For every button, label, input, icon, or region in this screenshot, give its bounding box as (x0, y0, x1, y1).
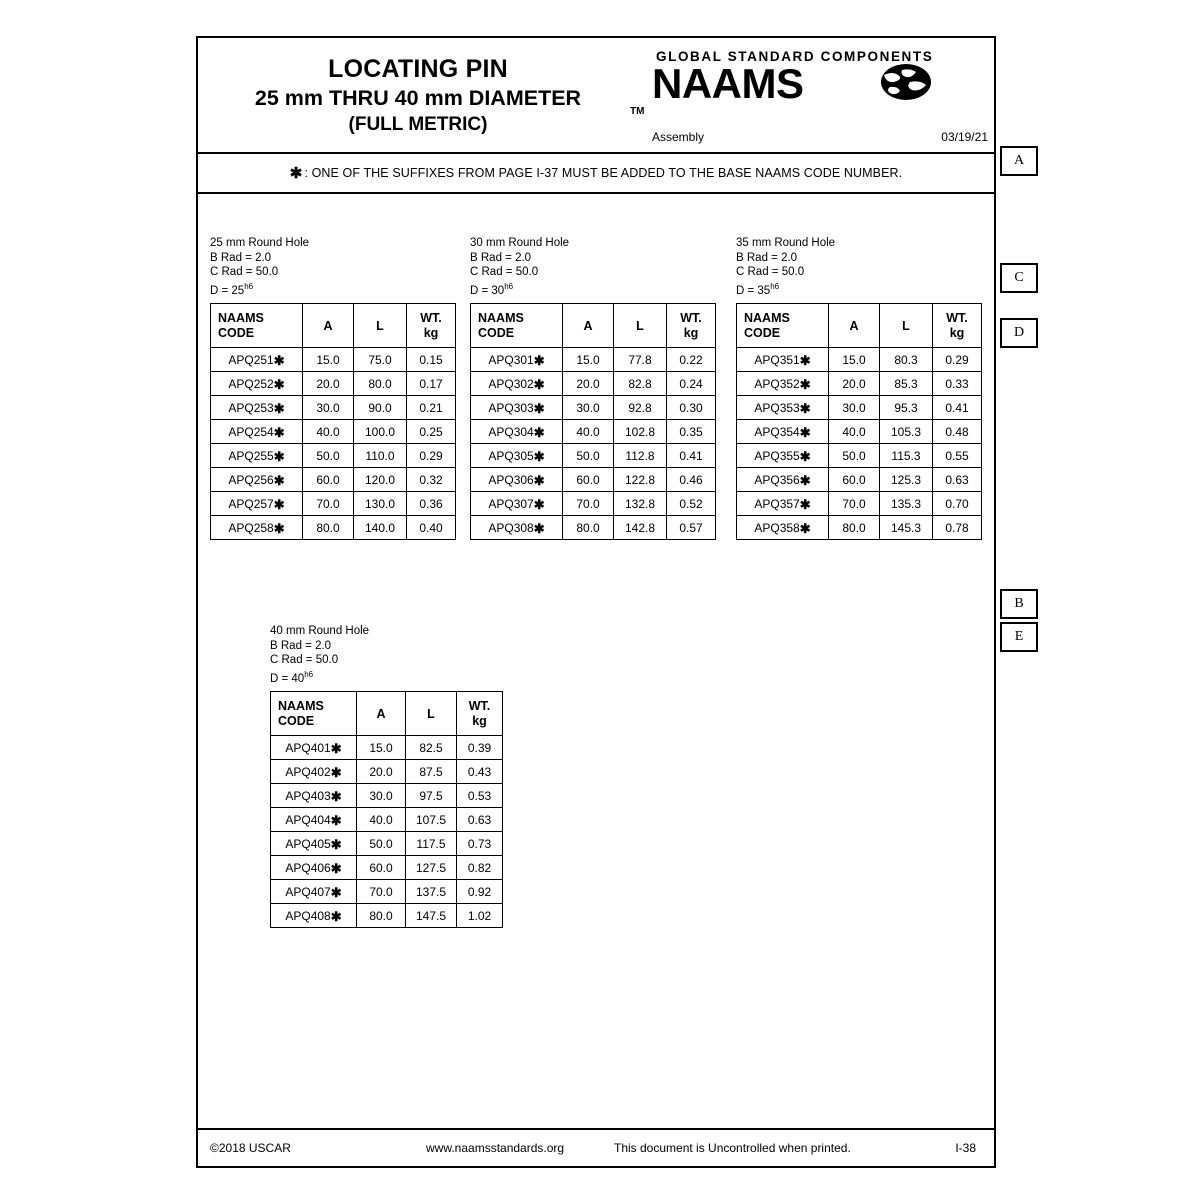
cell-a: 60.0 (563, 468, 614, 492)
table-row (211, 348, 456, 372)
cell-code: APQ358 (754, 520, 800, 535)
index-tab-b[interactable]: B (1000, 589, 1038, 619)
cell-code: APQ406 (285, 860, 331, 875)
page-title-line3: (FULL METRIC) (348, 114, 488, 135)
table-body (737, 348, 982, 540)
table-row (271, 736, 503, 760)
suffix-note (198, 154, 994, 194)
cell-l: 85.3 (880, 372, 933, 396)
table-header-row (271, 692, 503, 736)
cell-code: APQ408 (285, 908, 331, 923)
index-tab-a[interactable]: A (1000, 146, 1038, 176)
asterisk-icon: ✱ (273, 424, 285, 440)
cell-a: 40.0 (303, 420, 354, 444)
group-heading-line2: B Rad = 2.0 (270, 639, 332, 652)
cell-l: 90.0 (354, 396, 407, 420)
table-row (737, 516, 982, 540)
cell-a: 50.0 (303, 444, 354, 468)
table-row (471, 444, 716, 468)
asterisk-icon: ✱ (533, 520, 545, 536)
asterisk-icon: ✱ (330, 812, 342, 828)
brand-wordmark: NAAMS (652, 60, 804, 107)
asterisk-icon: ✱ (799, 520, 811, 536)
cell-wt: 0.36 (407, 492, 456, 516)
assembly-meta (652, 130, 988, 144)
table-row (271, 760, 503, 784)
cell-wt: 0.32 (407, 468, 456, 492)
cell-l: 147.5 (406, 904, 457, 928)
table-row (471, 516, 716, 540)
cell-a: 50.0 (357, 832, 406, 856)
cell-a: 15.0 (303, 348, 354, 372)
table-row (271, 832, 503, 856)
cell-a: 80.0 (829, 516, 880, 540)
cell-wt: 0.82 (457, 856, 503, 880)
col-header-code: NAAMS CODE (737, 304, 829, 348)
cell-a: 70.0 (563, 492, 614, 516)
asterisk-icon: ✱ (533, 376, 545, 392)
cell-code: APQ307 (488, 496, 534, 511)
cell-code: APQ257 (228, 496, 274, 511)
page-title-line2: 25 mm THRU 40 mm DIAMETER (254, 86, 582, 110)
cell-a: 40.0 (357, 808, 406, 832)
col-header-l: L (880, 304, 933, 348)
cell-a: 60.0 (829, 468, 880, 492)
asterisk-icon: ✱ (330, 884, 342, 900)
table-row (211, 372, 456, 396)
table-row (271, 808, 503, 832)
cell-a: 30.0 (357, 784, 406, 808)
cell-wt: 0.24 (667, 372, 716, 396)
asterisk-icon: ✱ (330, 788, 342, 804)
cell-code: APQ357 (754, 496, 800, 511)
footer-url[interactable]: www.naamsstandards.org (426, 1141, 565, 1155)
col-header-a: A (563, 304, 614, 348)
cell-a: 80.0 (563, 516, 614, 540)
cell-code: APQ407 (285, 884, 331, 899)
cell-a: 15.0 (829, 348, 880, 372)
cell-wt: 0.29 (407, 444, 456, 468)
table-row (271, 880, 503, 904)
cell-l: 140.0 (354, 516, 407, 540)
table-row (471, 492, 716, 516)
table-row (737, 420, 982, 444)
asterisk-icon: ✱ (533, 352, 545, 368)
table-row (271, 856, 503, 880)
group-heading-line4: $D = 30^{h6}$ (470, 281, 514, 297)
group-heading-line4: $D = 35^{h6}$ (736, 281, 780, 297)
cell-l: 137.5 (406, 880, 457, 904)
cell-code: APQ308 (488, 520, 534, 535)
asterisk-icon: ✱ (799, 376, 811, 392)
cell-wt: 0.25 (407, 420, 456, 444)
cell-l: 107.5 (406, 808, 457, 832)
asterisk-icon: ✱ (273, 400, 285, 416)
cell-wt: 0.41 (933, 396, 982, 420)
cell-a: 70.0 (829, 492, 880, 516)
table-row (471, 468, 716, 492)
cell-wt: 0.40 (407, 516, 456, 540)
cell-a: 15.0 (357, 736, 406, 760)
table-header-row (471, 304, 716, 348)
cell-a: 20.0 (303, 372, 354, 396)
cell-l: 97.5 (406, 784, 457, 808)
title-block (198, 38, 994, 154)
col-header-a: A (357, 692, 406, 736)
asterisk-icon: ✱ (273, 448, 285, 464)
table-row (471, 348, 716, 372)
cell-l: 120.0 (354, 468, 407, 492)
cell-code: APQ351 (754, 352, 800, 367)
cell-l: 75.0 (354, 348, 407, 372)
cell-wt: 0.30 (667, 396, 716, 420)
group-heading (210, 236, 456, 298)
cell-l: 82.8 (614, 372, 667, 396)
group-heading-line4: $D = 25^{h6}$ (210, 281, 254, 297)
cell-code: APQ405 (285, 836, 331, 851)
cell-code: APQ354 (754, 424, 800, 439)
brand-row (650, 60, 994, 111)
group-heading-line4: $D = 40^{h6}$ (270, 669, 314, 685)
asterisk-icon: ✱ (533, 424, 545, 440)
table-group-25mm (210, 236, 456, 540)
col-header-code: NAAMS CODE (271, 692, 357, 736)
cell-l: 132.8 (614, 492, 667, 516)
cell-l: 115.3 (880, 444, 933, 468)
asterisk-icon: ✱ (799, 400, 811, 416)
table-row (737, 396, 982, 420)
cell-code: APQ401 (285, 740, 331, 755)
cell-code: APQ302 (488, 376, 534, 391)
cell-wt: 0.52 (667, 492, 716, 516)
cell-wt: 0.33 (933, 372, 982, 396)
cell-l: 92.8 (614, 396, 667, 420)
asterisk-icon: ✱ (330, 836, 342, 852)
table-group-35mm (736, 236, 982, 540)
cell-a: 80.0 (357, 904, 406, 928)
asterisk-icon: ✱ (330, 740, 342, 756)
cell-l: 145.3 (880, 516, 933, 540)
col-header-a: A (829, 304, 880, 348)
col-header-wt: WT. kg (457, 692, 503, 736)
cell-wt: 0.15 (407, 348, 456, 372)
cell-code: APQ256 (228, 472, 274, 487)
cell-wt: 0.63 (457, 808, 503, 832)
group-heading-line2: B Rad = 2.0 (470, 251, 532, 264)
asterisk-icon: ✱ (273, 496, 285, 512)
index-tab-c[interactable]: C (1000, 263, 1038, 293)
cell-wt: 0.53 (457, 784, 503, 808)
cell-wt: 0.46 (667, 468, 716, 492)
table-row (271, 784, 503, 808)
cell-l: 135.3 (880, 492, 933, 516)
cell-l: 87.5 (406, 760, 457, 784)
cell-l: 80.3 (880, 348, 933, 372)
cell-a: 20.0 (829, 372, 880, 396)
asterisk-icon: ✱ (533, 448, 545, 464)
table-row (737, 468, 982, 492)
cell-a: 20.0 (563, 372, 614, 396)
cell-a: 70.0 (357, 880, 406, 904)
globe-icon (880, 62, 932, 107)
cell-wt: 0.92 (457, 880, 503, 904)
group-heading-line1: 40 mm Round Hole (270, 625, 370, 637)
cell-l: 82.5 (406, 736, 457, 760)
cell-wt: 0.70 (933, 492, 982, 516)
col-header-wt: WT. kg (667, 304, 716, 348)
cell-code: APQ403 (285, 788, 331, 803)
cell-a: 30.0 (563, 396, 614, 420)
table-group-40mm (270, 624, 503, 928)
document-title (198, 38, 638, 138)
cell-wt: 0.35 (667, 420, 716, 444)
cell-l: 125.3 (880, 468, 933, 492)
cell-wt: 0.21 (407, 396, 456, 420)
cell-a: 50.0 (563, 444, 614, 468)
spec-table-35mm (736, 303, 982, 540)
cell-l: 95.3 (880, 396, 933, 420)
cell-code: APQ353 (754, 400, 800, 415)
cell-code: APQ305 (488, 448, 534, 463)
cell-code: APQ251 (228, 352, 274, 367)
cell-l: 122.8 (614, 468, 667, 492)
col-header-wt: WT. kg (933, 304, 982, 348)
trademark-mark: TM (630, 106, 645, 117)
cell-a: 60.0 (303, 468, 354, 492)
cell-a: 70.0 (303, 492, 354, 516)
cell-wt: 0.63 (933, 468, 982, 492)
table-group-30mm (470, 236, 716, 540)
table-row (737, 492, 982, 516)
cell-wt: 0.55 (933, 444, 982, 468)
asterisk-icon: ✱ (273, 376, 285, 392)
group-heading-line1: 30 mm Round Hole (470, 237, 570, 249)
table-row (471, 396, 716, 420)
table-row (211, 516, 456, 540)
cell-l: 80.0 (354, 372, 407, 396)
group-heading-line3: C Rad = 50.0 (736, 266, 805, 279)
asterisk-icon: ✱ (273, 472, 285, 488)
cell-a: 40.0 (829, 420, 880, 444)
col-header-l: L (614, 304, 667, 348)
suffix-note-text: : ONE OF THE SUFFIXES FROM PAGE I-37 MUST BE ADDED TO THE BASE NAAMS CODE NUMBER. (304, 166, 903, 180)
group-heading-line1: 25 mm Round Hole (210, 237, 310, 249)
cell-a: 15.0 (563, 348, 614, 372)
asterisk-icon: ✱ (799, 472, 811, 488)
asterisk-icon: ✱ (533, 472, 545, 488)
cell-l: 112.8 (614, 444, 667, 468)
group-heading-line2: B Rad = 2.0 (736, 251, 798, 264)
cell-l: 100.0 (354, 420, 407, 444)
cell-wt: 0.39 (457, 736, 503, 760)
asterisk-icon: ✱ (273, 352, 285, 368)
cell-l: 130.0 (354, 492, 407, 516)
table-body (211, 348, 456, 540)
group-heading-line3: C Rad = 50.0 (270, 654, 339, 667)
asterisk-icon: ✱ (330, 764, 342, 780)
table-row (271, 904, 503, 928)
col-header-code: NAAMS CODE (211, 304, 303, 348)
asterisk-icon: ✱ (533, 496, 545, 512)
table-header-row (737, 304, 982, 348)
table-row (471, 372, 716, 396)
table-row (471, 420, 716, 444)
index-tab-e[interactable]: E (1000, 622, 1038, 652)
table-row (211, 468, 456, 492)
col-header-code: NAAMS CODE (471, 304, 563, 348)
col-header-l: L (354, 304, 407, 348)
cell-code: APQ356 (754, 472, 800, 487)
page-footer (198, 1128, 994, 1166)
cell-l: 102.8 (614, 420, 667, 444)
cell-a: 30.0 (303, 396, 354, 420)
cell-code: APQ254 (228, 424, 274, 439)
asterisk-icon: ✱ (799, 352, 811, 368)
page-number: I-38 (955, 1141, 976, 1155)
table-row (737, 444, 982, 468)
group-heading (736, 236, 982, 298)
cell-code: APQ258 (228, 520, 274, 535)
cell-wt: 0.43 (457, 760, 503, 784)
group-heading (270, 624, 503, 686)
cell-a: 80.0 (303, 516, 354, 540)
cell-l: 127.5 (406, 856, 457, 880)
cell-code: APQ306 (488, 472, 534, 487)
cell-wt: 0.17 (407, 372, 456, 396)
page-title-line1: LOCATING PIN (328, 55, 508, 83)
group-heading-line2: B Rad = 2.0 (210, 251, 272, 264)
group-heading-line3: C Rad = 50.0 (470, 266, 539, 279)
footer-copyright: ©2018 USCAR (210, 1141, 291, 1155)
cell-l: 117.5 (406, 832, 457, 856)
footer-uncontrolled-note: This document is Uncontrolled when printed. (614, 1141, 851, 1155)
asterisk-icon: ✱ (330, 860, 342, 876)
spec-table-30mm (470, 303, 716, 540)
index-tab-d[interactable]: D (1000, 318, 1038, 348)
table-row (211, 492, 456, 516)
col-header-a: A (303, 304, 354, 348)
table-body (271, 736, 503, 928)
table-row (737, 348, 982, 372)
brand-tagline: GLOBAL STANDARD COMPONENTS (656, 49, 934, 64)
table-row (211, 444, 456, 468)
cell-l: 142.8 (614, 516, 667, 540)
cell-code: APQ352 (754, 376, 800, 391)
cell-a: 20.0 (357, 760, 406, 784)
cell-wt: 0.78 (933, 516, 982, 540)
cell-wt: 0.29 (933, 348, 982, 372)
cell-code: APQ253 (228, 400, 274, 415)
asterisk-icon: ✱ (799, 448, 811, 464)
col-header-l: L (406, 692, 457, 736)
asterisk-icon: ✱ (330, 908, 342, 924)
doc-type-label: Assembly (652, 130, 705, 144)
brand-block (650, 38, 994, 152)
cell-wt: 0.41 (667, 444, 716, 468)
asterisk-icon: ✱ (533, 400, 545, 416)
group-heading-line1: 35 mm Round Hole (736, 237, 836, 249)
spec-table-40mm (270, 691, 503, 928)
cell-code: APQ252 (228, 376, 274, 391)
cell-a: 30.0 (829, 396, 880, 420)
cell-code: APQ402 (285, 764, 331, 779)
spec-table-25mm (210, 303, 456, 540)
cell-code: APQ355 (754, 448, 800, 463)
asterisk-icon: ✱ (799, 424, 811, 440)
cell-code: APQ301 (488, 352, 534, 367)
table-row (737, 372, 982, 396)
cell-l: 105.3 (880, 420, 933, 444)
cell-wt: 0.22 (667, 348, 716, 372)
group-heading (470, 236, 716, 298)
cell-wt: 1.02 (457, 904, 503, 928)
cell-l: 77.8 (614, 348, 667, 372)
revision-date: 03/19/21 (941, 130, 988, 144)
cell-wt: 0.57 (667, 516, 716, 540)
cell-code: APQ255 (228, 448, 274, 463)
document-page (196, 36, 996, 1168)
cell-code: APQ404 (285, 812, 331, 827)
cell-l: 110.0 (354, 444, 407, 468)
table-body (471, 348, 716, 540)
asterisk-icon: ✱ (799, 496, 811, 512)
asterisk-icon: ✱ (273, 520, 285, 536)
col-header-wt: WT. kg (407, 304, 456, 348)
cell-wt: 0.73 (457, 832, 503, 856)
cell-a: 60.0 (357, 856, 406, 880)
cell-code: APQ303 (488, 400, 534, 415)
table-header-row (211, 304, 456, 348)
table-row (211, 396, 456, 420)
cell-code: APQ304 (488, 424, 534, 439)
cell-wt: 0.48 (933, 420, 982, 444)
cell-a: 40.0 (563, 420, 614, 444)
asterisk-icon: ✱ (289, 164, 303, 182)
cell-a: 50.0 (829, 444, 880, 468)
group-heading-line3: C Rad = 50.0 (210, 266, 279, 279)
table-row (211, 420, 456, 444)
